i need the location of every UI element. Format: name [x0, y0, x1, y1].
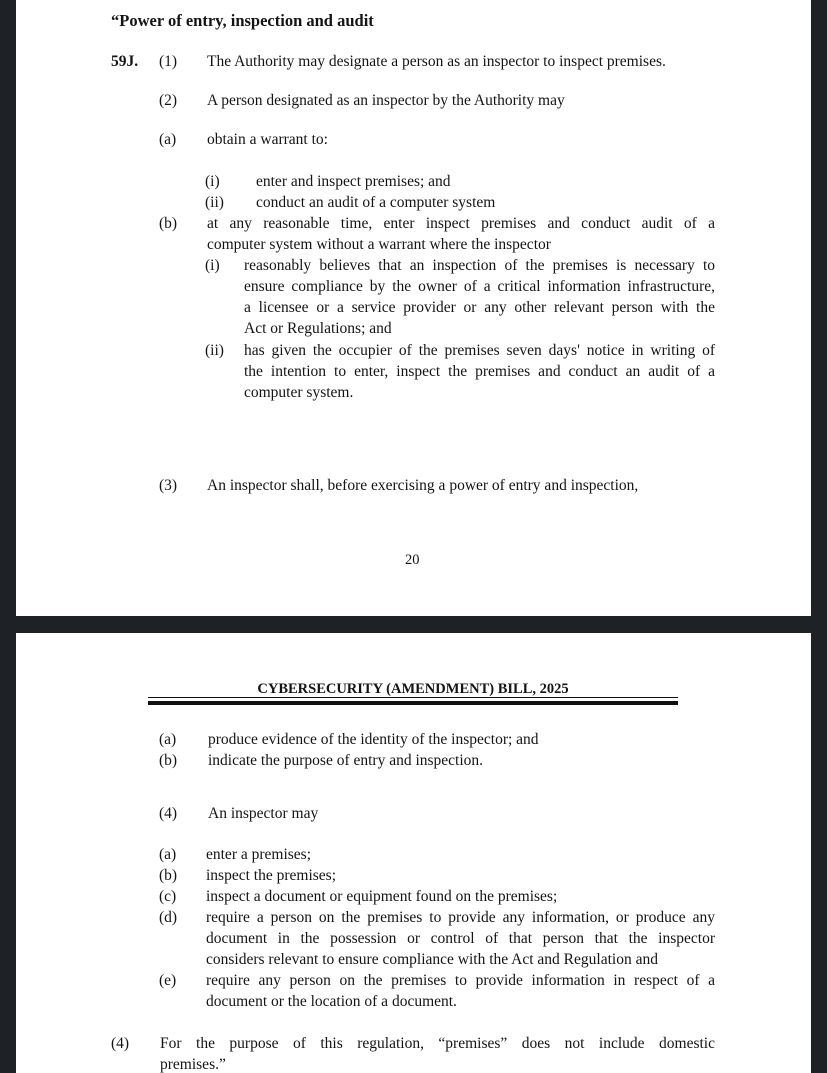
definition-line: For the purpose of this regulation, “premises” does not include domestic [160, 1035, 715, 1052]
paragraph-line: at any reasonable time, enter inspect premises and conduct audit of a [207, 215, 715, 232]
paragraph-text: inspect the premises; [206, 867, 336, 884]
paragraph-number: (a) [159, 731, 177, 748]
paragraph-line: require any person on the premises to provide information in respect of a [206, 972, 715, 989]
subparagraph-line: Act or Regulations; and [244, 320, 392, 337]
subsection-number: (3) [159, 477, 178, 494]
subparagraph-number: (ii) [205, 194, 224, 211]
definition-line: premises.” [160, 1056, 226, 1073]
paragraph-text: inspect a document or equipment found on the premises; [206, 888, 558, 905]
section-heading: “Power of entry, inspection and audit [111, 11, 374, 30]
subsection-number: (1) [159, 53, 178, 70]
subparagraph-line: computer system. [244, 384, 354, 401]
paragraph-line: document or the location of a document. [206, 993, 457, 1010]
subparagraph-line: the intention to enter, inspect the premises and conduct an audit of a [244, 363, 715, 380]
paragraph-number: (b) [159, 752, 178, 769]
paragraph-text: produce evidence of the identity of the inspector; and [208, 731, 539, 748]
subparagraph-number: (i) [205, 173, 220, 190]
subparagraph-text: conduct an audit of a computer system [256, 194, 496, 211]
subsection-text: An inspector may [208, 805, 319, 822]
subparagraph-text: enter and inspect premises; and [256, 173, 451, 190]
subparagraph-line: ensure compliance by the owner of a critical information infrastructure, [244, 278, 715, 295]
section-number: 59J. [111, 53, 139, 70]
paragraph-text: obtain a warrant to: [207, 131, 328, 148]
header-rule-thick [148, 701, 678, 705]
subparagraph-line: has given the occupier of the premises seven days' notice in writing of [244, 342, 715, 359]
document-page-2 [16, 633, 811, 1073]
paragraph-number: (d) [159, 909, 178, 926]
subsection-number: (4) [159, 805, 178, 822]
paragraph-text: indicate the purpose of entry and inspection. [208, 752, 484, 769]
paragraph-number: (e) [159, 972, 177, 989]
running-header: CYBERSECURITY (AMENDMENT) BILL, 2025 [257, 681, 569, 697]
paragraph-number: (a) [159, 131, 177, 148]
paragraph-number: (a) [159, 846, 177, 863]
paragraph-line: considers relevant to ensure compliance with the Act and Regulation and [206, 951, 658, 968]
paragraph-line: document in the possession or control of that person that the inspector [206, 930, 715, 947]
subsection-text: A person designated as an inspector by the Authority may [207, 92, 565, 109]
paragraph-line: require a person on the premises to provide any information, or produce any [206, 909, 715, 926]
document-page-1 [16, 0, 811, 616]
paragraph-line: computer system without a warrant where the inspector [207, 236, 551, 253]
subsection-number: (4) [111, 1035, 130, 1052]
paragraph-text: enter a premises; [206, 846, 312, 863]
paragraph-number: (b) [159, 867, 178, 884]
subsection-text: An inspector shall, before exercising a power of entry and inspection, [207, 477, 639, 494]
page-number: 20 [405, 552, 420, 568]
subparagraph-line: reasonably believes that an inspection of the premises is necessary to [244, 257, 715, 274]
subparagraph-line: a licensee or a service provider or any other relevant person with the [244, 299, 715, 316]
subparagraph-number: (ii) [205, 342, 224, 359]
subsection-number: (2) [159, 92, 178, 109]
subsection-text: The Authority may designate a person as an inspector to inspect premises. [207, 53, 666, 70]
header-rule-thin [148, 697, 678, 698]
paragraph-number: (c) [159, 888, 177, 905]
subparagraph-number: (i) [205, 257, 220, 274]
paragraph-number: (b) [159, 215, 178, 232]
